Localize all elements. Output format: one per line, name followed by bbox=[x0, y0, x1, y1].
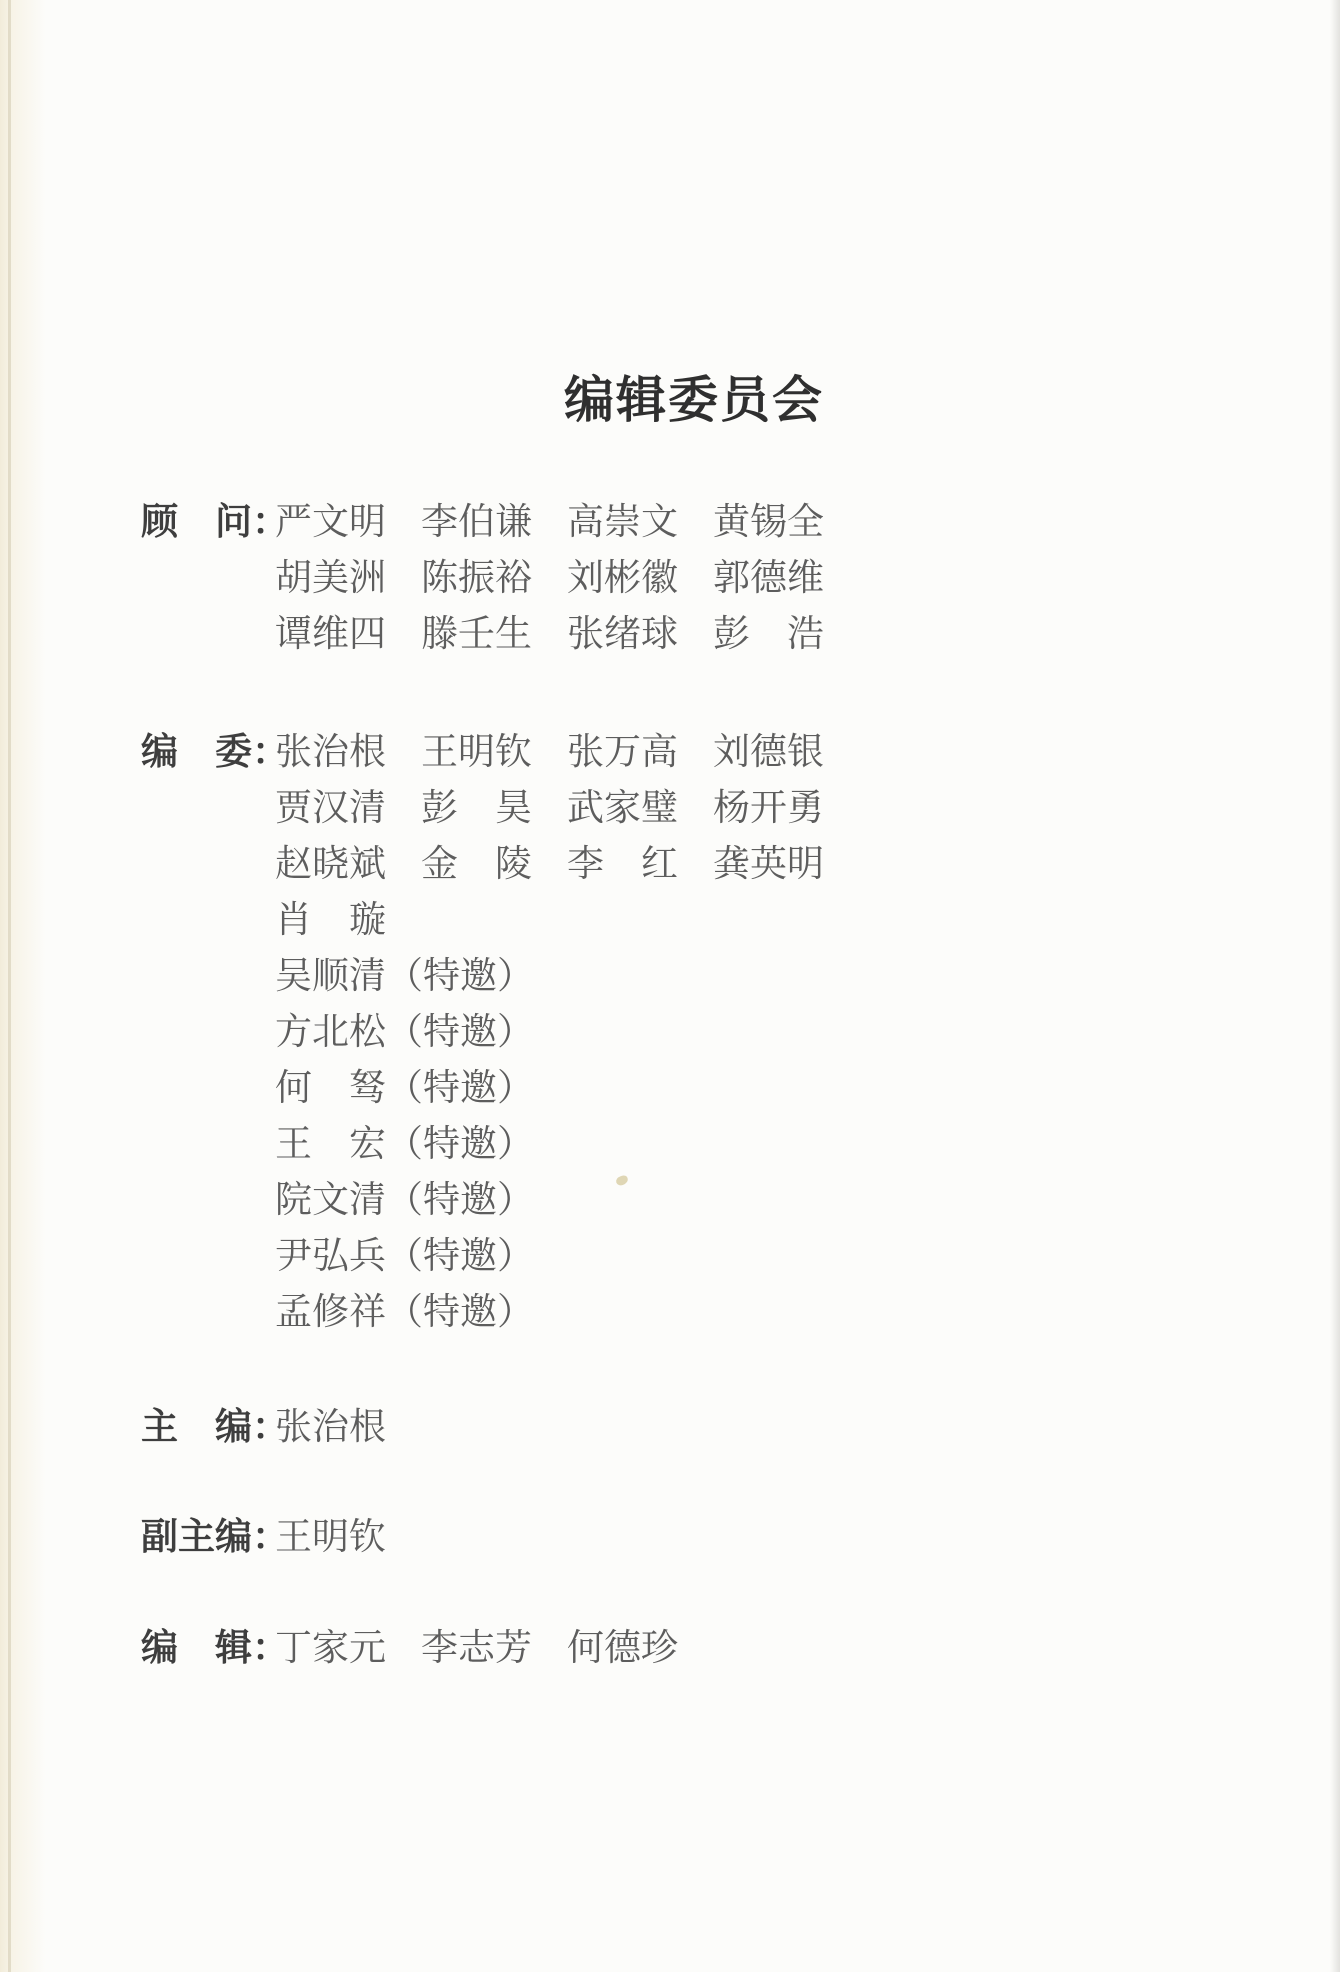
person-name: 贾汉清 bbox=[275, 786, 386, 829]
page-left-edge-shading bbox=[0, 0, 48, 1972]
name-row bbox=[141, 948, 859, 1004]
committee-section bbox=[141, 724, 859, 1340]
person-name: 金 陵 bbox=[421, 842, 532, 885]
person-name: 龚英明 bbox=[713, 842, 824, 885]
person-name: 彭 昊 bbox=[421, 786, 532, 829]
name-row bbox=[141, 892, 859, 948]
person-name: 陈振裕 bbox=[421, 556, 532, 599]
chief-editor-section bbox=[141, 1399, 421, 1455]
person-name: 丁家元 bbox=[275, 1626, 386, 1669]
person-name: 刘德银 bbox=[713, 730, 824, 773]
person-name: 张万高 bbox=[567, 730, 678, 773]
deputy-chief-editor-label: 副主编： bbox=[141, 1515, 289, 1558]
person-name: 院文清（特邀） bbox=[275, 1178, 534, 1221]
person-name: 赵晓斌 bbox=[275, 842, 386, 885]
chief-editor-label: 主 编： bbox=[141, 1405, 289, 1448]
person-name: 李伯谦 bbox=[421, 500, 532, 543]
person-name: 方北松（特邀） bbox=[275, 1010, 534, 1053]
advisors-label: 顾 问： bbox=[141, 500, 289, 543]
name-row bbox=[141, 1116, 859, 1172]
name-row bbox=[141, 1004, 859, 1060]
person-name: 李 红 bbox=[567, 842, 678, 885]
editors-section bbox=[141, 1620, 713, 1676]
person-name: 王明钦 bbox=[421, 730, 532, 773]
scan-crease-line bbox=[8, 0, 11, 1972]
page-right-edge-shading bbox=[1330, 0, 1340, 1972]
person-name: 吴顺清（特邀） bbox=[275, 954, 534, 997]
person-name: 王明钦 bbox=[275, 1515, 386, 1558]
person-name: 肖 璇 bbox=[275, 898, 386, 941]
person-name: 滕壬生 bbox=[421, 612, 532, 655]
person-name: 张治根 bbox=[275, 730, 386, 773]
name-row bbox=[141, 1284, 859, 1340]
deputy-chief-editor-section bbox=[141, 1509, 421, 1565]
person-name: 张治根 bbox=[275, 1405, 386, 1448]
person-name: 郭德维 bbox=[713, 556, 824, 599]
person-name: 李志芳 bbox=[421, 1626, 532, 1669]
name-row bbox=[141, 1620, 713, 1676]
person-name: 王 宏（特邀） bbox=[275, 1122, 534, 1165]
name-row bbox=[141, 494, 859, 550]
advisors-section bbox=[141, 494, 859, 662]
editors-label: 编 辑： bbox=[141, 1626, 289, 1669]
name-row bbox=[141, 1399, 421, 1455]
person-name: 胡美洲 bbox=[275, 556, 386, 599]
person-name: 高崇文 bbox=[567, 500, 678, 543]
person-name: 何德珍 bbox=[567, 1626, 678, 1669]
person-name: 黄锡全 bbox=[713, 500, 824, 543]
person-name: 谭维四 bbox=[275, 612, 386, 655]
name-row bbox=[141, 780, 859, 836]
committee-label: 编 委： bbox=[141, 730, 289, 773]
name-row bbox=[141, 1172, 859, 1228]
page-title: 编辑委员会 bbox=[564, 370, 824, 429]
person-name: 张绪球 bbox=[567, 612, 678, 655]
person-name: 武家璧 bbox=[567, 786, 678, 829]
person-name: 何 驽（特邀） bbox=[275, 1066, 534, 1109]
name-row bbox=[141, 550, 859, 606]
name-row bbox=[141, 836, 859, 892]
person-name: 严文明 bbox=[275, 500, 386, 543]
person-name: 杨开勇 bbox=[713, 786, 824, 829]
person-name: 彭 浩 bbox=[713, 612, 824, 655]
person-name: 刘彬徽 bbox=[567, 556, 678, 599]
person-name: 尹弘兵（特邀） bbox=[275, 1234, 534, 1277]
name-row bbox=[141, 606, 859, 662]
person-name: 孟修祥（特邀） bbox=[275, 1290, 534, 1333]
name-row bbox=[141, 1060, 859, 1116]
name-row bbox=[141, 1228, 859, 1284]
name-row bbox=[141, 724, 859, 780]
name-row bbox=[141, 1509, 421, 1565]
